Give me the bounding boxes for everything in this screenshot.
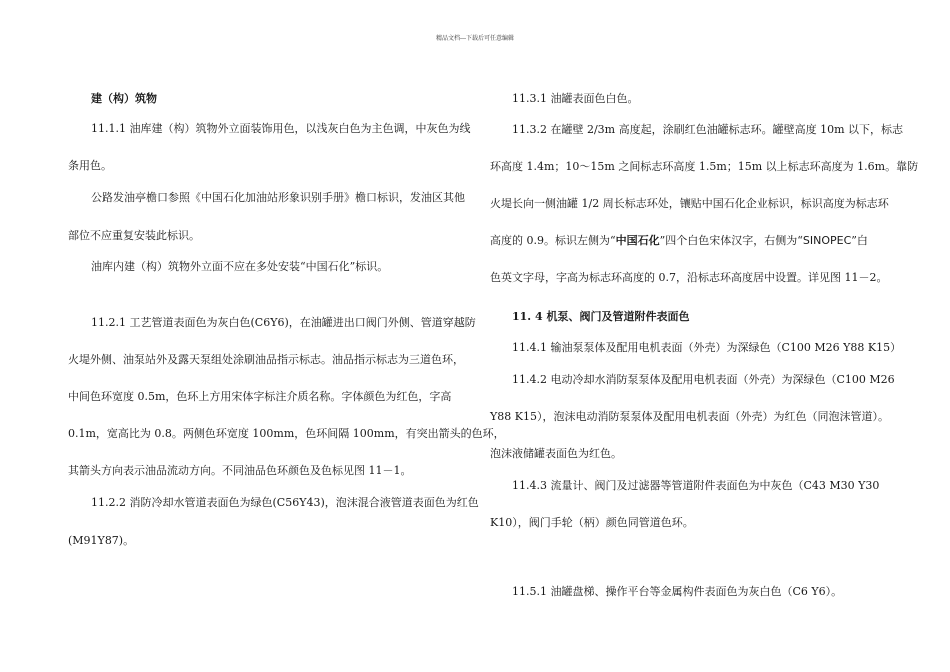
paragraph-line (490, 234, 868, 248)
paragraph-line: 火堤外侧、油泵站外及露天泵组处涂刷油品指示标志。油品指示标志为三道色环， (68, 353, 464, 366)
paragraph-line: 11.4.3 流量计、阀门及过滤器等管道附件表面色为中灰色（C43 M30 Y30 (512, 479, 880, 492)
paragraph-line: 火堤长向一侧油罐 1/2 周长标志环处，镶贴中国石化企业标识，标识高度为标志环 (490, 197, 889, 210)
text-fragment: ”四个白色宋体汉字，右侧为“ (659, 234, 803, 247)
paragraph-line: Y88 K15），泡沫电动消防泵泵体及配用电机表面（外壳）为红色（同泡沫管道）。 (490, 410, 889, 423)
page-header: 精品文档---下载后可任意编辑 (435, 35, 515, 42)
paragraph-line: 部位不应重复安装此标识。 (68, 229, 200, 242)
paragraph-line: 油库内建（构）筑物外立面不应在多处安装“中国石化”标识。 (91, 260, 389, 273)
brand-name-en: SINOPEC (802, 234, 852, 247)
paragraph-line: (M91Y87)。 (68, 534, 135, 547)
paragraph-line: 11.2.2 消防冷却水管道表面色为绿色(C56Y43)，泡沫混合液管道表面色为红色 (91, 496, 479, 509)
paragraph-line: 其箭头方向表示油品流动方向。不同油品色环颜色及色标见图 11－1。 (68, 464, 412, 477)
paragraph-line: 11.1.1 油库建（构）筑物外立面装饰用色，以浅灰白色为主色调，中灰色为线 (91, 122, 471, 135)
text-fragment: ”白 (851, 234, 868, 247)
paragraph-line: 11.2.1 工艺管道表面色为灰白色(C6Y6)，在油罐进出口阀门外侧、管道穿越防 (91, 316, 476, 329)
paragraph-line: 11.3.1 油罐表面色白色。 (512, 92, 639, 105)
paragraph-line: 条用色。 (68, 159, 112, 172)
paragraph-line: K10），阀门手轮（柄）颜色同管道色环。 (490, 516, 694, 529)
section-heading-buildings: 建（构）筑物 (91, 92, 157, 105)
text-fragment: 高度的 0.9。标识左侧为“ (490, 234, 616, 247)
paragraph-line: 中间色环宽度 0.5m，色环上方用宋体字标注介质名称。字体颜色为红色，字高 (68, 390, 452, 403)
brand-name-cn: 中国石化 (615, 234, 660, 247)
paragraph-line: 11.4.1 输油泵泵体及配用电机表面（外壳）为深绿色（C100 M26 Y88 K15） (512, 341, 902, 354)
paragraph-line: 色英文字母，字高为标志环高度的 0.7，沿标志环高度居中设置。详见图 11－2。 (490, 271, 888, 284)
paragraph-line: 0.1m，宽高比为 0.8。两侧色环宽度 100mm，色环间隔 100mm，有突出箭头的色环， (68, 427, 505, 440)
paragraph-line: 公路发油亭檐口参照《中国石化加油站形象识别手册》檐口标识，发油区其他 (91, 191, 465, 204)
section-heading-pumps: 11. 4 机泵、阀门及管道附件表面色 (512, 310, 690, 323)
paragraph-line: 11.4.2 电动冷却水消防泵泵体及配用电机表面（外壳）为深绿色（C100 M26 (512, 373, 895, 386)
paragraph-line: 泡沫液储罐表面色为红色。 (490, 447, 622, 460)
paragraph-line: 11.3.2 在罐壁 2/3m 高度起，涂刷红色油罐标志环。罐壁高度 10m 以下，标志 (512, 123, 904, 136)
paragraph-line: 环高度 1.4m；10～15m 之间标志环高度 1.5m；15m 以上标志环高度为 1.6m。靠防 (490, 160, 919, 173)
paragraph-line: 11.5.1 油罐盘梯、操作平台等金属构件表面色为灰白色（C6 Y6）。 (512, 585, 843, 598)
